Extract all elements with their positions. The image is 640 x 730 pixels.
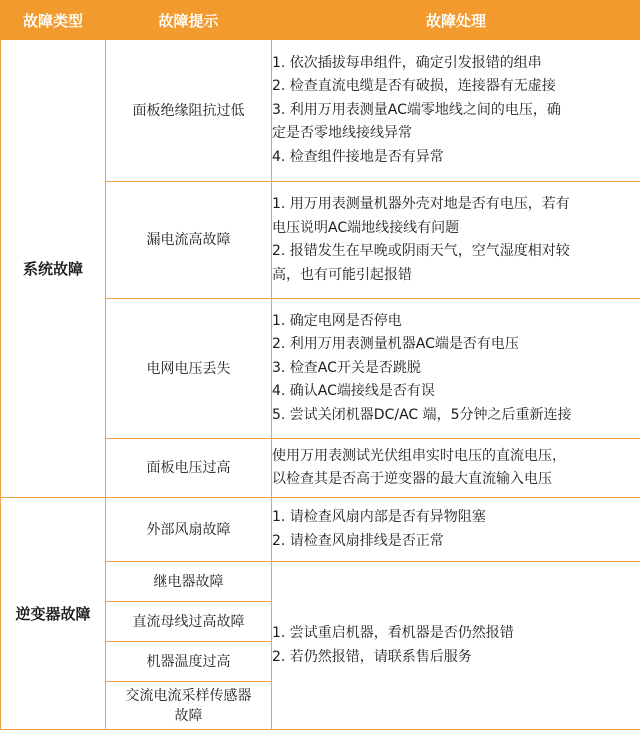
handling-line: 2. 利用万用表测量机器AC端是否有电压	[272, 333, 640, 357]
handling-line: 1. 确定电网是否停电	[272, 310, 640, 334]
handling-line: 1. 请检查风扇内部是否有异物阻塞	[272, 506, 640, 530]
handling-line: 以检查其是否高于逆变器的最大直流输入电压	[272, 468, 640, 492]
handling-line: 3. 利用万用表测量AC端零地线之间的电压，确	[272, 99, 640, 123]
fault-handling-shared	[272, 562, 640, 730]
handling-line: 4. 确认AC端接线是否有误	[272, 380, 640, 404]
fault-handling	[272, 439, 640, 498]
fault-handling	[272, 299, 640, 439]
fault-handling	[272, 498, 640, 562]
fault-handling	[272, 182, 640, 299]
fault-hint-line: 故障	[106, 706, 271, 726]
fault-hint: 电网电压丢失	[106, 299, 272, 439]
handling-line: 2. 检查直流电缆是否有破损，连接器有无虚接	[272, 75, 640, 99]
fault-hint: 面板电压过高	[106, 439, 272, 498]
fault-hint: 继电器故障	[106, 562, 272, 602]
header-fault-handling: 故障处理	[272, 1, 640, 40]
handling-line: 1. 用万用表测量机器外壳对地是否有电压，若有	[272, 193, 640, 217]
handling-line: 1. 依次插拔每串组件，确定引发报错的组串	[272, 52, 640, 76]
handling-line: 2. 若仍然报错，请联系售后服务	[272, 646, 640, 670]
category-system: 系统故障	[1, 40, 106, 498]
handling-line: 1. 尝试重启机器，看机器是否仍然报错	[272, 622, 640, 646]
handling-line: 电压说明AC端地线接线有问题	[272, 217, 640, 241]
header-fault-hint: 故障提示	[106, 1, 272, 40]
table-row	[1, 40, 640, 182]
category-inverter: 逆变器故障	[1, 498, 106, 730]
handling-line: 2. 请检查风扇排线是否正常	[272, 530, 640, 554]
handling-line: 3. 检查AC开关是否跳脱	[272, 357, 640, 381]
handling-line: 高，也有可能引起报错	[272, 264, 640, 288]
fault-hint: 直流母线过高故障	[106, 602, 272, 642]
fault-hint: 外部风扇故障	[106, 498, 272, 562]
fault-hint-line: 交流电流采样传感器	[106, 686, 271, 706]
fault-hint: 面板绝缘阻抗过低	[106, 40, 272, 182]
fault-hint: 机器温度过高	[106, 642, 272, 682]
handling-line: 2. 报错发生在早晚或阴雨天气，空气湿度相对较	[272, 240, 640, 264]
fault-hint	[106, 682, 272, 730]
handling-line: 使用万用表测试光伏组串实时电压的直流电压，	[272, 445, 640, 469]
handling-line: 5. 尝试关闭机器DC/AC 端，5分钟之后重新连接	[272, 404, 640, 428]
fault-handling	[272, 40, 640, 182]
handling-line: 4. 检查组件接地是否有异常	[272, 146, 640, 170]
table-row	[1, 498, 640, 562]
handling-line: 定是否零地线接线异常	[272, 122, 640, 146]
fault-hint: 漏电流高故障	[106, 182, 272, 299]
header-row	[1, 1, 640, 40]
header-fault-type: 故障类型	[1, 1, 106, 40]
